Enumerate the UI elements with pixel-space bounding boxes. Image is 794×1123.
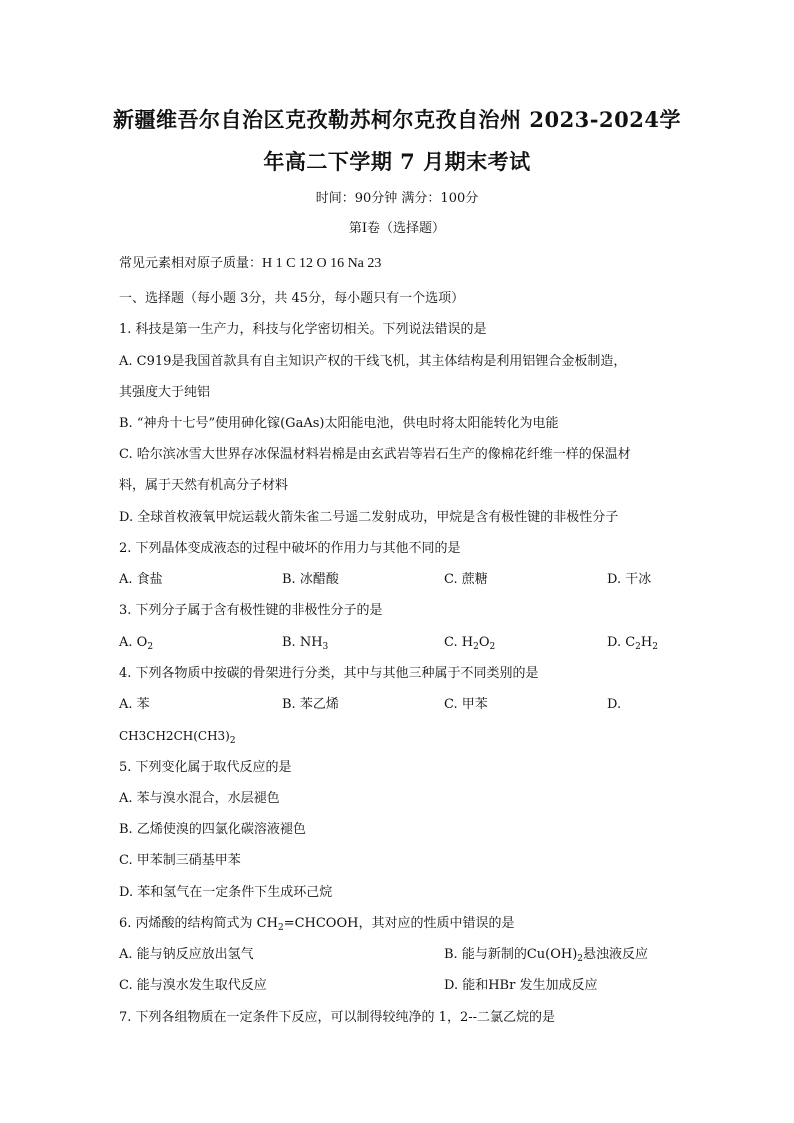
- atomic-mass-line: [119, 255, 381, 273]
- q3-option-b: B. $NH_3$: [282, 635, 329, 652]
- q4-option-b: B. 苯乙烯: [282, 697, 339, 712]
- q2-stem: 2. 下列晶体变成液态的过程中破坏的作用力与其他不同的是: [119, 541, 461, 556]
- q3-option-d: D. $C_2H_2$: [607, 635, 658, 652]
- q1-option-b: B. “神舟十七号”使用砷化镓(GaAs)太阳能电池，供电时将太阳能转化为电能: [119, 416, 559, 431]
- q2-option-a: A. 食盐: [119, 572, 163, 587]
- q5-stem: 5. 下列变化属于取代反应的是: [119, 760, 292, 775]
- atomic-mass-label: 常见元素相对原子质量：: [119, 256, 263, 271]
- exam-title-line1: 新疆维吾尔自治区克孜勒苏柯尔克孜自治州 2023-2024学: [113, 107, 681, 132]
- q6-option-a: A. 能与钠反应放出氢气: [119, 947, 254, 962]
- exam-title-line2: 年高二下学期 7 月期末考试: [263, 149, 531, 174]
- q6-option-b: B. 能与新制的$Cu(OH)_2$悬浊液反应: [444, 947, 649, 964]
- q4-option-d: D.: [607, 697, 622, 712]
- q1-option-c-cont: 料，属于天然有机高分子材料: [119, 478, 289, 493]
- q3-option-c: C. $H_2O_2$: [444, 635, 496, 652]
- atomic-mass-values: H 1 C 12 O 16 Na 23: [262, 256, 382, 271]
- q1-option-a-cont: 其强度大于纯铝: [119, 385, 211, 400]
- q4-option-c: C. 甲苯: [444, 697, 488, 712]
- volume-label: 第Ⅰ卷（选择题）: [348, 221, 446, 236]
- q6-option-c: C. 能与溴水发生取代反应: [119, 978, 267, 993]
- q3-option-a: A. $O_2$: [119, 635, 154, 652]
- q6-option-d: D. 能和HBr 发生加成反应: [444, 978, 598, 993]
- section-heading: 一、选择题（每小题 3分，共 45分，每小题只有一个选项）: [119, 291, 465, 306]
- q5-option-a: A. 苯与溴水混合，水层褪色: [119, 791, 280, 806]
- q5-option-b: B. 乙烯使溴的四氯化碳溶液褪色: [119, 822, 306, 837]
- q6-stem: 6. 丙烯酸的结构简式为 $CH_2=CHCOOH$，其对应的性质中错误的是: [119, 916, 515, 933]
- q2-option-c: C. 蔗糖: [444, 572, 488, 587]
- q5-option-c: C. 甲苯制三硝基甲苯: [119, 853, 241, 868]
- q5-option-d: D. 苯和氢气在一定条件下生成环己烷: [119, 885, 333, 900]
- q3-stem: 3. 下列分子属于含有极性键的非极性分子的是: [119, 603, 383, 618]
- q1-option-c: C. 哈尔滨冰雪大世界存冰保温材料岩棉是由玄武岩等岩石生产的像棉花纤维一样的保温材: [119, 447, 631, 462]
- q4-option-d-formula: $CH3CH2CH(CH3)_2$: [119, 729, 236, 746]
- q4-option-a: A. 苯: [119, 697, 150, 712]
- time-info: 时间：90分钟 满分：100分: [315, 191, 479, 206]
- q4-stem: 4. 下列各物质中按碳的骨架进行分类，其中与其他三种属于不同类别的是: [119, 666, 539, 681]
- q1-stem: 1. 科技是第一生产力，科技与化学密切相关。下列说法错误的是: [119, 322, 487, 337]
- q1-option-a: A. C919是我国首款具有自主知识产权的干线飞机，其主体结构是利用铝锂合金板制造，: [119, 354, 627, 369]
- q1-option-d: D. 全球首枚液氧甲烷运载火箭朱雀二号遥二发射成功，甲烷是含有极性键的非极性分子: [119, 510, 619, 525]
- q2-option-d: D. 干冰: [607, 572, 652, 587]
- q2-option-b: B. 冰醋酸: [282, 572, 339, 587]
- q7-stem: 7. 下列各组物质在一定条件下反应，可以制得较纯净的 1，2--二氯乙烷的是: [119, 1010, 555, 1025]
